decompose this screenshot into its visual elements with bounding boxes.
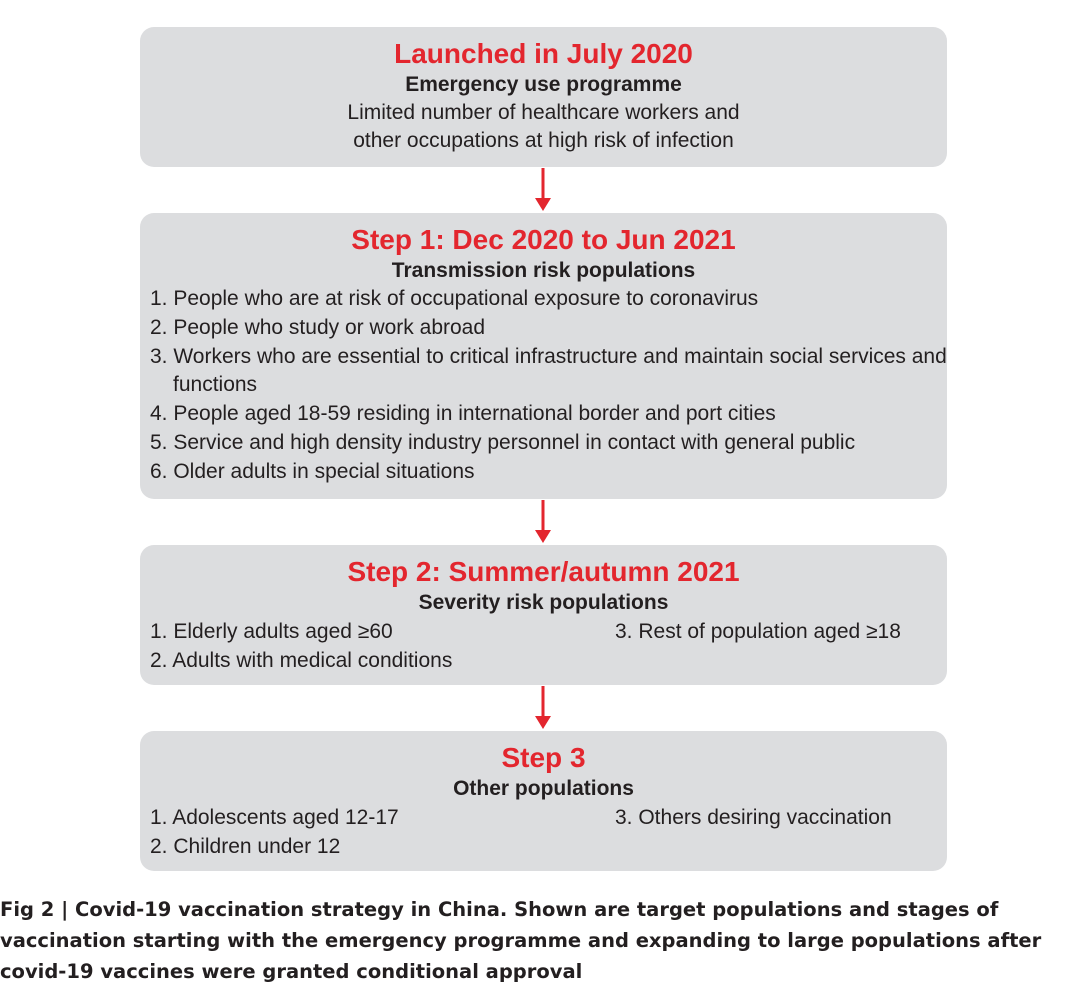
- stage-title: Step 1: Dec 2020 to Jun 2021: [351, 224, 736, 255]
- stage-title: Step 2: Summer/autumn 2021: [347, 556, 740, 587]
- list-item: 1. Elderly adults aged ≥60: [150, 620, 393, 643]
- list-item: 2. Children under 12: [150, 835, 341, 858]
- down-arrow-icon: [533, 168, 553, 212]
- stage-description-line: Limited number of healthcare workers and: [347, 101, 740, 124]
- stage-box-step3: [140, 731, 947, 871]
- stage-subtitle: Emergency use programme: [405, 73, 682, 96]
- population-list: [140, 285, 947, 487]
- down-arrow-icon: [533, 686, 553, 730]
- list-item: 2. People who study or work abroad: [150, 315, 486, 339]
- list-item: 6. Older adults in special situations: [150, 459, 475, 483]
- list-item: 2. Adults with medical conditions: [150, 649, 453, 672]
- list-item: 1. Adolescents aged 12-17: [150, 806, 399, 829]
- stage-subtitle: Transmission risk populations: [391, 259, 696, 282]
- list-item: 3. Rest of population aged ≥18: [615, 620, 901, 643]
- figure-caption: Fig 2 | Covid-19 vaccination strategy in China. Shown are target populations and stages of vaccination starting with the emergency programme and expanding to large populations after covid-19 vaccines were granted conditional approval: [0, 898, 1042, 983]
- stage-title: Launched in July 2020: [394, 38, 693, 69]
- stage-title: Step 3: [501, 742, 586, 773]
- stage-subtitle: Other populations: [453, 777, 634, 800]
- stage-box-step2: [140, 545, 947, 685]
- list-item: 5. Service and high density industry personnel in contact with general public: [150, 430, 856, 454]
- list-item: 3. Others desiring vaccination: [615, 806, 892, 829]
- stage-box-launch: [140, 27, 947, 167]
- list-item: 4. People aged 18-59 residing in international border and port cities: [150, 402, 776, 426]
- population-list: [140, 803, 947, 861]
- down-arrow-icon: [533, 500, 553, 544]
- stage-box-step1: [140, 213, 947, 499]
- list-item: 3. Workers who are essential to critical infrastructure and maintain social services and functions: [150, 344, 947, 397]
- stage-subtitle: Severity risk populations: [418, 591, 669, 614]
- list-item: 1. People who are at risk of occupational exposure to coronavirus: [150, 287, 759, 310]
- population-list: [140, 617, 947, 675]
- stage-description-line: other occupations at high risk of infection: [353, 129, 734, 152]
